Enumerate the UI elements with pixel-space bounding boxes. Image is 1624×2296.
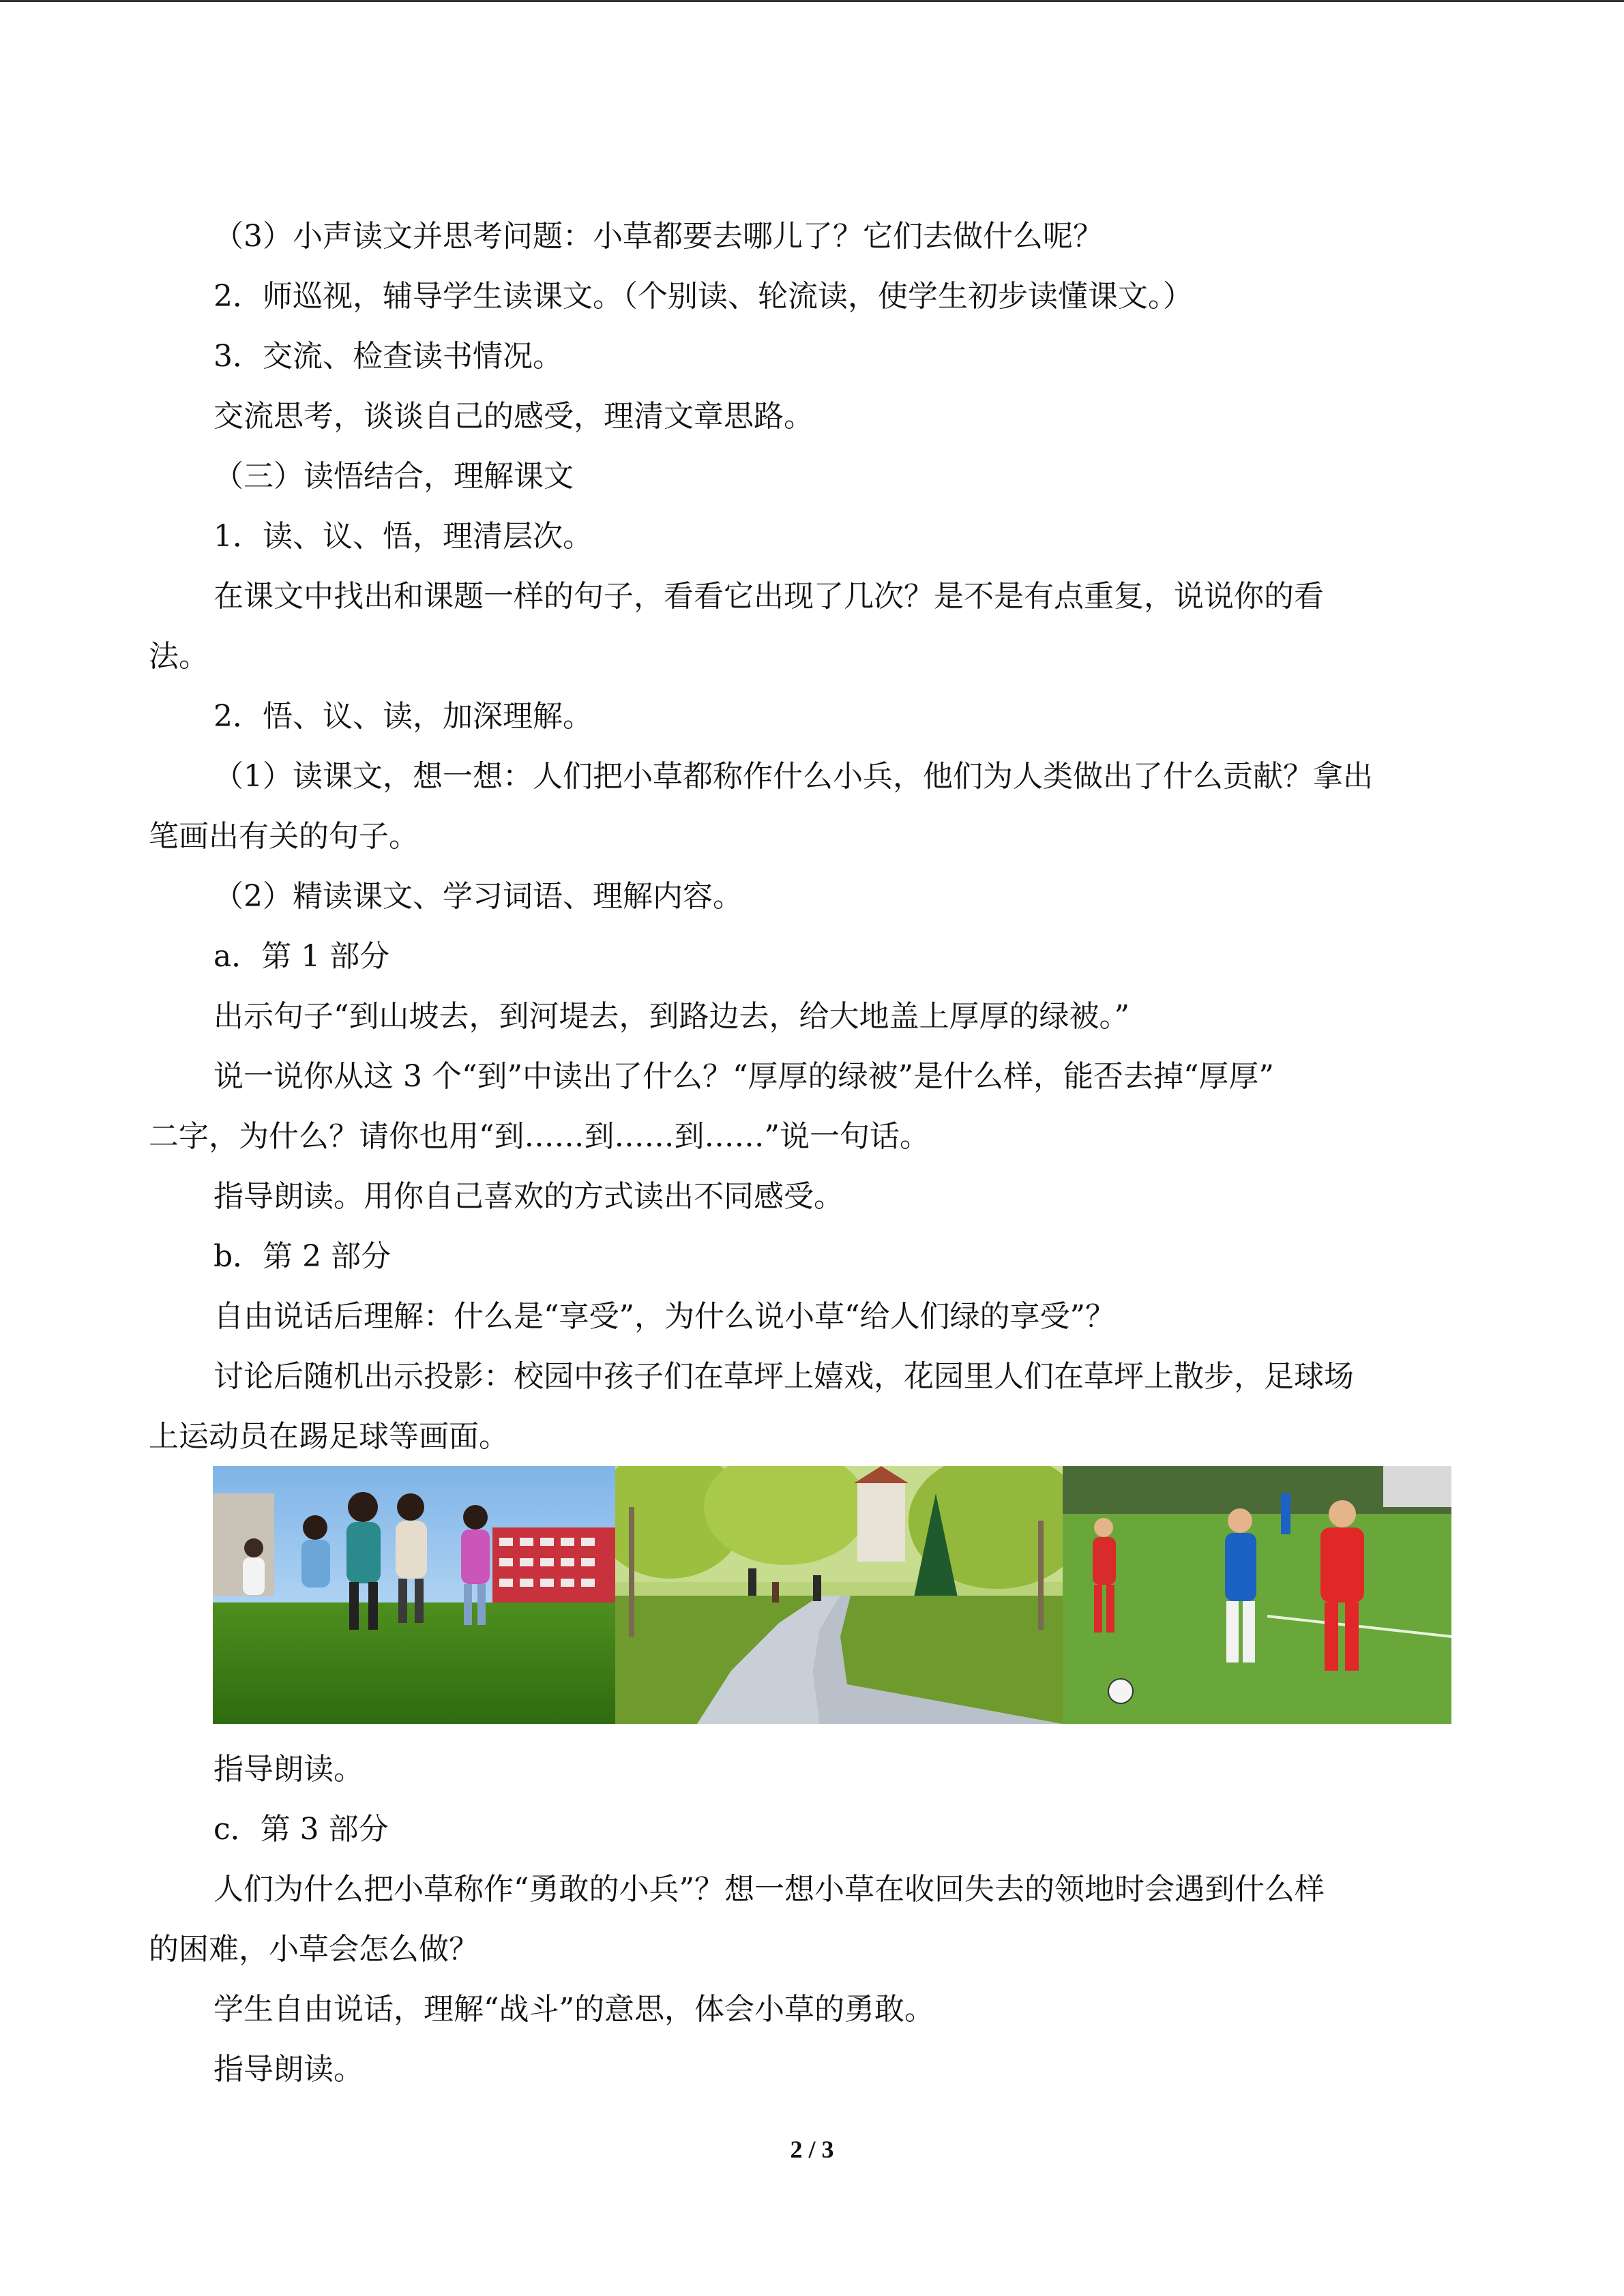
body-text-top — [149, 207, 1472, 1467]
paragraph: （2）精读课文、学习词语、理解内容。 — [213, 879, 743, 914]
paragraph: 说一说你从这 3 个“到”中读出了什么？“厚厚的绿被”是什么样，能否去掉“厚厚” — [213, 1059, 1274, 1094]
paragraph-continuation: 二字，为什么？请你也用“到……到……到……”说一句话。 — [149, 1119, 930, 1154]
photo-strip — [213, 1466, 1451, 1724]
paragraph: 出示句子“到山坡去，到河堤去，到路边去，给大地盖上厚厚的绿被。” — [213, 999, 1130, 1034]
paragraph: 交流思考，谈谈自己的感受，理清文章思路。 — [213, 399, 814, 434]
body-text-bottom — [149, 1740, 1472, 2100]
paragraph: 指导朗读。用你自己喜欢的方式读出不同感受。 — [213, 1179, 844, 1214]
paragraph: （1）读课文，想一想：人们把小草都称作什么小兵，他们为人类做出了什么贡献？拿出 — [213, 759, 1373, 794]
page-number: 2 / 3 — [790, 2136, 834, 2163]
paragraph: 2．师巡视，辅导学生读课文。（个别读、轮流读，使学生初步读懂课文。） — [213, 279, 1193, 314]
paragraph: （3）小声读文并思考问题：小草都要去哪儿了？它们去做什么呢？ — [213, 219, 1103, 254]
paragraph: a．第 1 部分 — [213, 939, 390, 974]
paragraph: 1．读、议、悟，理清层次。 — [213, 519, 593, 554]
paragraph: 指导朗读。 — [213, 2052, 364, 2087]
paragraph-continuation: 上运动员在踢足球等画面。 — [149, 1419, 509, 1454]
paragraph: c．第 3 部分 — [213, 1812, 389, 1847]
paragraph: 人们为什么把小草称作“勇敢的小兵”？想一想小草在收回失去的领地时会遇到什么样 — [213, 1872, 1325, 1907]
photo-children-on-lawn — [213, 1466, 615, 1724]
paragraph-continuation: 法。 — [149, 639, 209, 674]
paragraph: 指导朗读。 — [213, 1752, 364, 1787]
paragraph-continuation: 笔画出有关的句子。 — [149, 819, 419, 854]
paragraph: 学生自由说话，理解“战斗”的意思，体会小草的勇敢。 — [213, 1992, 934, 2027]
paragraph: 自由说话后理解：什么是“享受”，为什么说小草“给人们绿的享受”？ — [213, 1299, 1115, 1334]
paragraph: b．第 2 部分 — [213, 1239, 392, 1274]
photo-park-path — [615, 1466, 1063, 1724]
paragraph: 讨论后随机出示投影：校园中孩子们在草坪上嬉戏，花园里人们在草坪上散步，足球场 — [213, 1359, 1354, 1394]
paragraph-continuation: 的困难，小草会怎么做？ — [149, 1932, 479, 1967]
section-heading: （三）读悟结合，理解课文 — [213, 459, 574, 494]
paragraph: 2．悟、议、读，加深理解。 — [213, 699, 593, 734]
paragraph: 在课文中找出和课题一样的句子，看看它出现了几次？是不是有点重复，说说你的看 — [213, 579, 1324, 614]
photo-football-match — [1063, 1466, 1451, 1724]
paragraph: 3．交流、检查读书情况。 — [213, 339, 563, 374]
